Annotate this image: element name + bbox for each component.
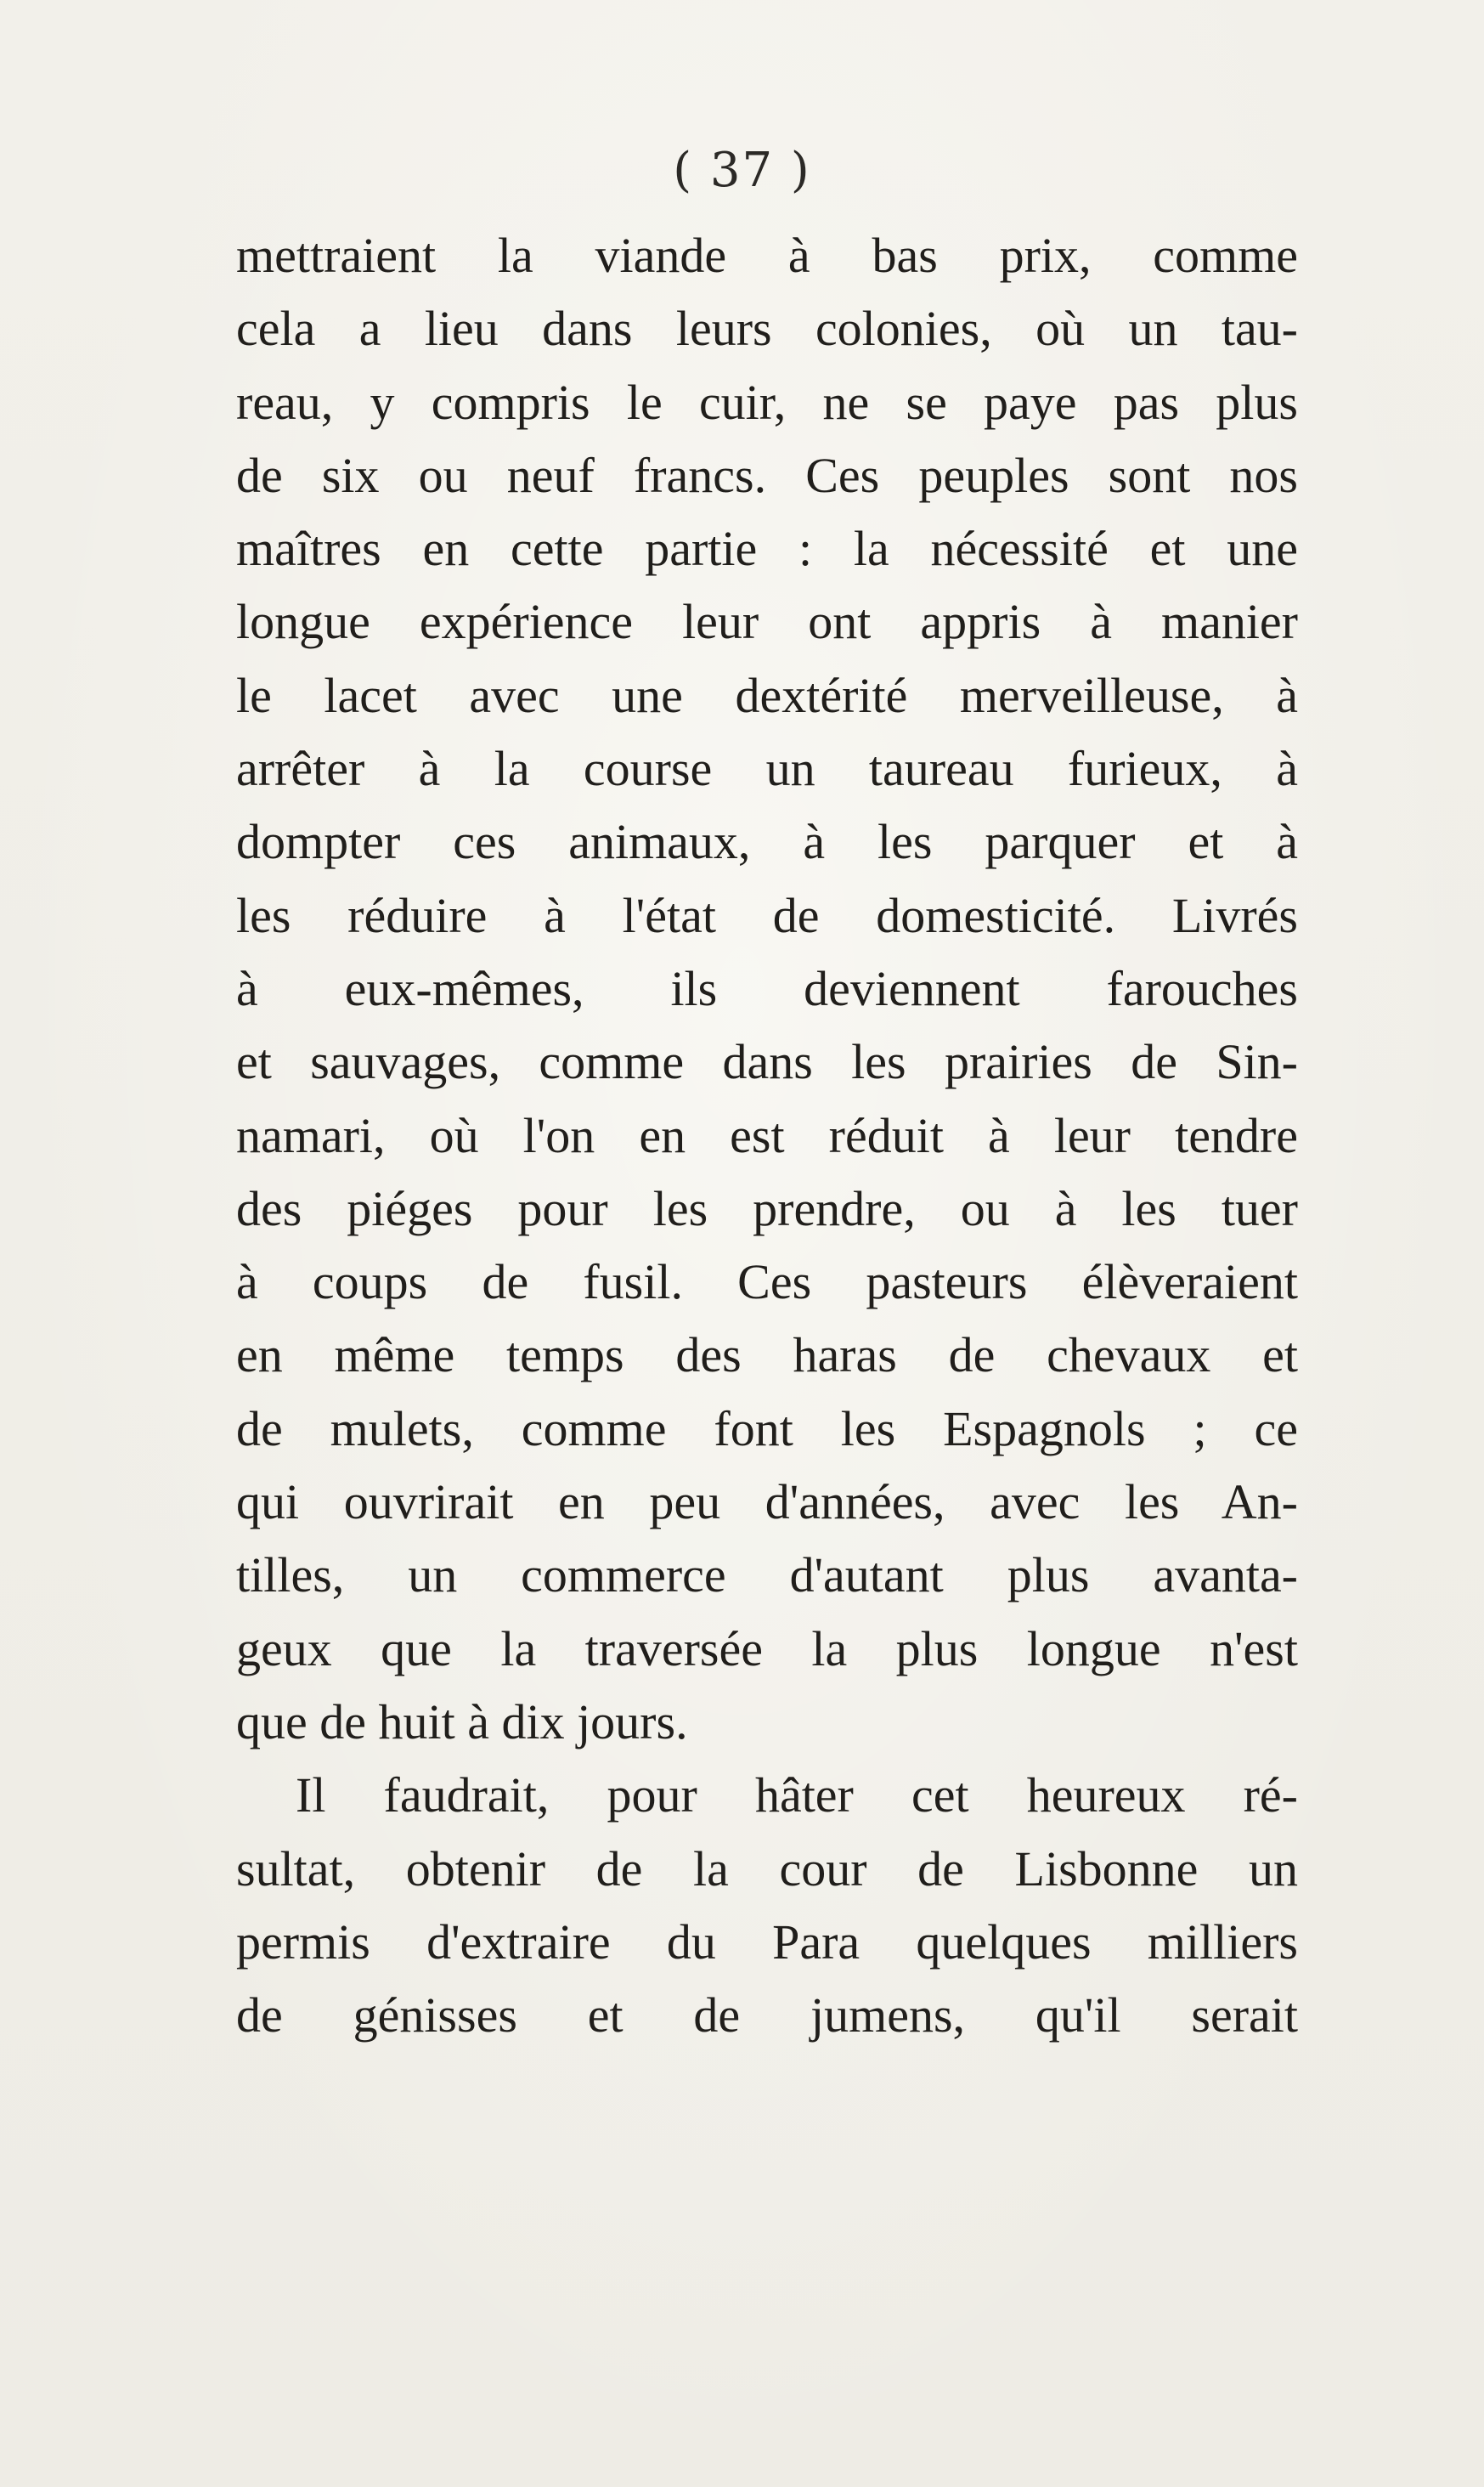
text-line: à eux-mêmes, ils deviennent farouches — [236, 960, 1298, 1016]
body-text — [236, 219, 1298, 2052]
text-line: maîtres en cette partie : la nécessité et une — [236, 521, 1298, 577]
text-line: sultat, obtenir de la cour de Lisbonne un — [236, 1840, 1298, 1896]
text-line: les réduire à l'état de domesticité. Livrés — [236, 887, 1298, 943]
text-line: longue expérience leur ont appris à manier — [236, 594, 1298, 650]
text-line: arrêter à la course un taureau furieux, à — [236, 741, 1298, 797]
text-line: geux que la traversée la plus longue n'est — [236, 1620, 1298, 1676]
text-line: reau, y compris le cuir, ne se paye pas plus — [236, 374, 1298, 430]
text-line-paragraph-end: que de huit à dix jours. — [236, 1693, 688, 1749]
text-line: namari, où l'on en est réduit à leur tendre — [236, 1107, 1298, 1163]
text-line: de six ou neuf francs. Ces peuples sont nos — [236, 447, 1298, 503]
text-line: des piéges pour les prendre, ou à les tuer — [236, 1180, 1298, 1236]
text-line: mettraient la viande à bas prix, comme — [236, 228, 1298, 283]
text-line: qui ouvrirait en peu d'années, avec les An- — [236, 1474, 1298, 1530]
text-line: de génisses et de jumens, qu'il serait — [236, 1987, 1298, 2043]
text-line: le lacet avec une dextérité merveilleuse, à — [236, 667, 1298, 723]
page-number: ( 37 ) — [673, 143, 811, 198]
text-line: tilles, un commerce d'autant plus avanta- — [236, 1547, 1298, 1603]
text-line: en même temps des haras de chevaux et — [236, 1327, 1298, 1383]
text-line: permis d'extraire du Para quelques milliers — [236, 1913, 1298, 1970]
text-line-paragraph-start: Il faudrait, pour hâter cet heureux ré- — [296, 1767, 1298, 1823]
text-line: de mulets, comme font les Espagnols ; ce — [236, 1400, 1298, 1456]
text-line: dompter ces animaux, à les parquer et à — [236, 814, 1298, 870]
text-line: à coups de fusil. Ces pasteurs élèveraient — [236, 1254, 1298, 1310]
text-line: cela a lieu dans leurs colonies, où un tau- — [236, 301, 1298, 357]
text-line: et sauvages, comme dans les prairies de Sin- — [236, 1034, 1298, 1090]
